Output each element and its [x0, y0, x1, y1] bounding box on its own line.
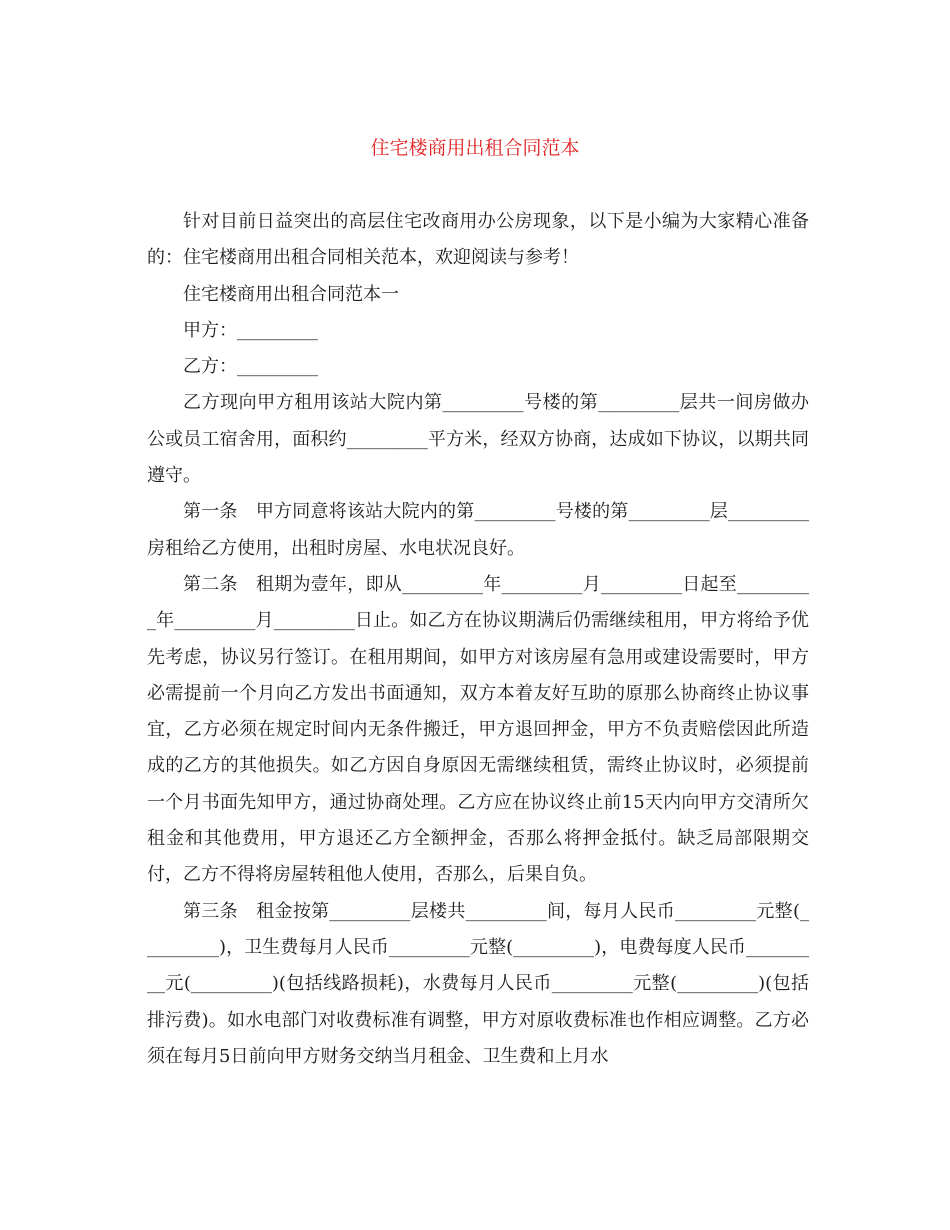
- party-a-line: 甲方：_________: [183, 319, 318, 341]
- article-3-paragraph: 第三条 租金按第_________层楼共_________间，每月人民币_________元整(_________)，卫生费每月人民币_________元整(_________)，电费每度人民币_________元(_________)(包括线路损耗)，水费每月人民币_________元整(_________)(包括排污费)。如水电部门对收费标准有调整，甲方对原收费标准也作相应调整。乙方必须在每月5日前向甲方财务交纳当月租金、卫生费和上月水: [147, 900, 809, 1067]
- intro-paragraph: 针对目前日益突出的高层住宅改商用办公房现象，以下是小编为大家精心准备的：住宅楼商用出租合同相关范本，欢迎阅读与参考！: [147, 211, 809, 269]
- article-1-paragraph: 第一条 甲方同意将该站大院内的第_________号楼的第_________层_________房租给乙方使用，出租时房屋、水电状况良好。: [147, 501, 809, 559]
- document-body: [147, 204, 809, 1075]
- party-b-line: 乙方：_________: [183, 356, 318, 378]
- section-heading: 住宅楼商用出租合同范本一: [183, 283, 399, 305]
- article-2-paragraph: 第二条 租期为壹年，即从_________年_________月_________日起至_________年_________月_________日止。如乙方在协议期满后仍需继续租用，甲方将给予优先考虑，协议另行签订。在租用期间，如甲方对该房屋有急用或建设需要时，甲方必需提前一个月向乙方发出书面通知，双方本着友好互助的原那么协商终止协议事宜，乙方必须在规定时间内无条件搬迁，甲方退回押金，甲方不负责赔偿因此所造成的乙方的其他损失。如乙方因自身原因无需继续租赁，需终止协议时，必须提前一个月书面先知甲方，通过协商处理。乙方应在协议终止前15天内向甲方交清所欠租金和其他费用，甲方退还乙方全额押金，否那么将押金抵付。缺乏局部限期交付，乙方不得将房屋转租他人使用，否那么，后果自负。: [147, 573, 809, 886]
- document-title: 住宅楼商用出租合同范本: [370, 137, 580, 159]
- preamble-paragraph: 乙方现向甲方租用该站大院内第_________号楼的第_________层共一间房做办公或员工宿舍用，面积约_________平方米，经双方协商，达成如下协议，以期共同遵守。: [147, 392, 809, 487]
